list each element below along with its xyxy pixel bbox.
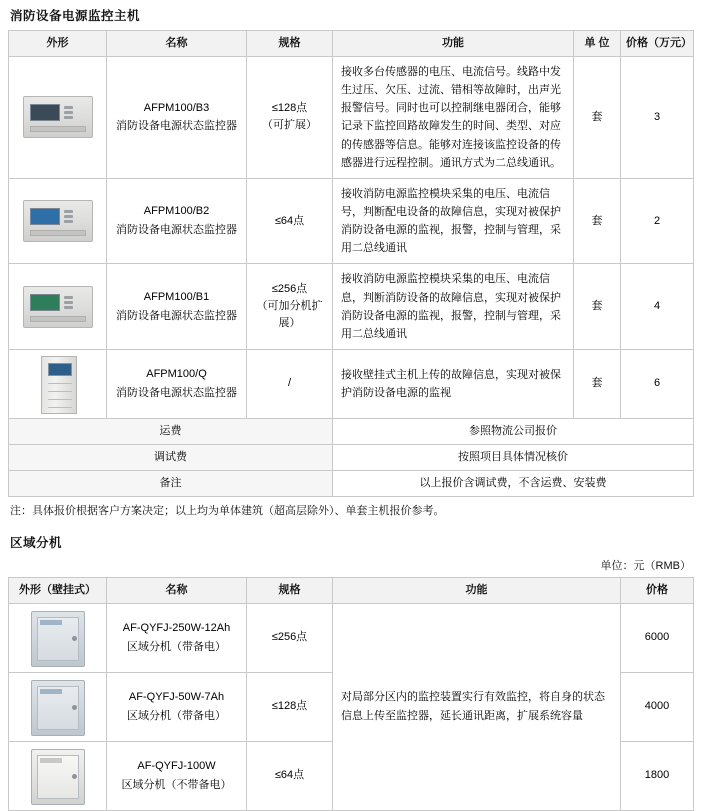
product-title: 消防设备电源状态监控器: [116, 120, 237, 133]
product-model: AFPM100/B3: [143, 101, 210, 114]
product-image-cell: [9, 603, 107, 672]
product-model: AFPM100/B2: [143, 205, 210, 218]
footer-value: 参照物流公司报价: [333, 419, 694, 445]
col-price: 价格: [621, 577, 694, 603]
product-spec-cell: [247, 350, 333, 419]
product-title: 消防设备电源状态监控器: [116, 224, 237, 237]
spec-line-1: ≤256点: [271, 283, 308, 296]
host-table-note: 注：具体报价根据客户方案决定；以上均为单体建筑（超高层除外）、单套主机报价参考。: [10, 505, 445, 518]
col-function: 功能: [333, 577, 621, 603]
table-footer-row: [9, 471, 694, 497]
table-header-row: [9, 31, 694, 57]
col-function: 功能: [333, 31, 574, 57]
product-model: AF-QYFJ-50W-7Ah: [128, 691, 225, 704]
wall-box-blue-icon: [15, 676, 101, 738]
spec-line-2: （可加分机扩展）: [256, 300, 323, 330]
product-function-cell: 接收消防电源监控模块采集的电压、电流信号，判断配电设备的故障信息，实现对被保护消防设备电源的监视，报警，控制与管理，采用二总线通讯: [333, 178, 574, 264]
product-price-cell: 2: [621, 178, 694, 264]
product-title: 消防设备电源状态监控器: [116, 387, 237, 400]
product-name-cell: [107, 603, 247, 672]
product-unit-cell: 套: [574, 178, 621, 264]
col-name: 名称: [107, 577, 247, 603]
wall-box-white-icon: [15, 745, 101, 807]
product-name-cell: [107, 264, 247, 350]
wall-monitor-dark-screen-icon: [15, 86, 101, 148]
product-name-cell: [107, 57, 247, 179]
product-model: AFPM100/B1: [143, 291, 210, 304]
product-price-cell: 1800: [621, 741, 694, 810]
table-footer-row: [9, 419, 694, 445]
product-spec-cell: ≤256点: [247, 603, 333, 672]
product-spec-cell: ≤64点: [247, 741, 333, 810]
product-title: 区域分机（带备电）: [127, 709, 226, 722]
product-price-cell: 4: [621, 264, 694, 350]
wall-box-blue-icon: [15, 607, 101, 669]
col-shape: 外形: [9, 31, 107, 57]
spec-line-1: ≤128点: [271, 102, 308, 115]
table-row: [9, 350, 694, 419]
product-model: AFPM100/Q: [146, 368, 207, 381]
product-name-cell: [107, 741, 247, 810]
col-unit: 单 位: [574, 31, 621, 57]
table-row: [9, 264, 694, 350]
product-image-cell: [9, 741, 107, 810]
wall-monitor-green-screen-icon: [15, 276, 101, 338]
spec-line-2: （可扩展）: [262, 119, 317, 132]
product-image-cell: [9, 264, 107, 350]
merged-function-cell: 对局部分区内的监控装置实行有效监控，将自身的状态信息上传至监控器，延长通讯距离，扩展系统容量: [333, 603, 621, 810]
product-name-cell: [107, 350, 247, 419]
col-spec: 规格: [247, 577, 333, 603]
footer-label: 调试费: [9, 445, 333, 471]
table-row: [9, 178, 694, 264]
currency-unit-note: 单位：元（RMB）: [600, 559, 691, 572]
product-model: AF-QYFJ-250W-12Ah: [122, 622, 231, 635]
product-spec-cell: [247, 57, 333, 179]
product-unit-cell: 套: [574, 57, 621, 179]
spec-line-1: ≤64点: [274, 214, 305, 227]
table-row: [9, 603, 694, 672]
col-price: 价格（万元）: [621, 31, 694, 57]
table-row: [9, 57, 694, 179]
footer-label: 备注: [9, 471, 333, 497]
table-footer-row: [9, 445, 694, 471]
col-shape: 外形（壁挂式）: [9, 577, 107, 603]
product-title: 区域分机（带备电）: [127, 640, 226, 653]
product-unit-cell: 套: [574, 350, 621, 419]
product-image-cell: [9, 57, 107, 179]
section-title-area: 区域分机: [10, 535, 63, 550]
area-distributor-table: [8, 577, 694, 811]
product-spec-cell: ≤128点: [247, 672, 333, 741]
table-header-row: [9, 577, 694, 603]
product-model: AF-QYFJ-100W: [137, 760, 216, 773]
product-spec-cell: [247, 264, 333, 350]
footer-value: 按照项目具体情况核价: [333, 445, 694, 471]
product-unit-cell: 套: [574, 264, 621, 350]
section-title-host: 消防设备电源监控主机: [10, 9, 141, 23]
product-name-cell: [107, 178, 247, 264]
spec-line-1: /: [287, 377, 292, 390]
host-price-table: [8, 30, 694, 497]
footer-label: 运费: [9, 419, 333, 445]
product-price-cell: 3: [621, 57, 694, 179]
product-title: 区域分机（不带备电）: [121, 778, 232, 791]
product-title: 消防设备电源状态监控器: [116, 309, 237, 322]
product-function-cell: 接收消防电源监控模块采集的电压、电流信息，判断消防设备的故障信息，实现对被保护消防设备电源的监视，报警，控制与管理，采用二总线通讯: [333, 264, 574, 350]
product-price-cell: 4000: [621, 672, 694, 741]
product-function-cell: 接收多台传感器的电压、电流信号。线路中发生过压、欠压、过流、错相等故障时，出声光报警信号。同时也可以控制继电器闭合，能够记录下监控回路故障发生的时间、类型、对应的传感器等信息。能够对连接该监控设备的传感器进行远程控制。通讯方式为二总线通讯。: [333, 57, 574, 179]
product-image-cell: [9, 350, 107, 419]
product-image-cell: [9, 178, 107, 264]
col-name: 名称: [107, 31, 247, 57]
product-name-cell: [107, 672, 247, 741]
product-function-cell: 接收壁挂式主机上传的故障信息，实现对被保护消防设备电源的监视: [333, 350, 574, 419]
floor-standing-cabinet-icon: [15, 353, 101, 415]
product-price-cell: 6: [621, 350, 694, 419]
product-spec-cell: [247, 178, 333, 264]
wall-monitor-blue-screen-icon: [15, 190, 101, 252]
product-price-cell: 6000: [621, 603, 694, 672]
col-spec: 规格: [247, 31, 333, 57]
product-image-cell: [9, 672, 107, 741]
footer-value: 以上报价含调试费，不含运费、安装费: [333, 471, 694, 497]
